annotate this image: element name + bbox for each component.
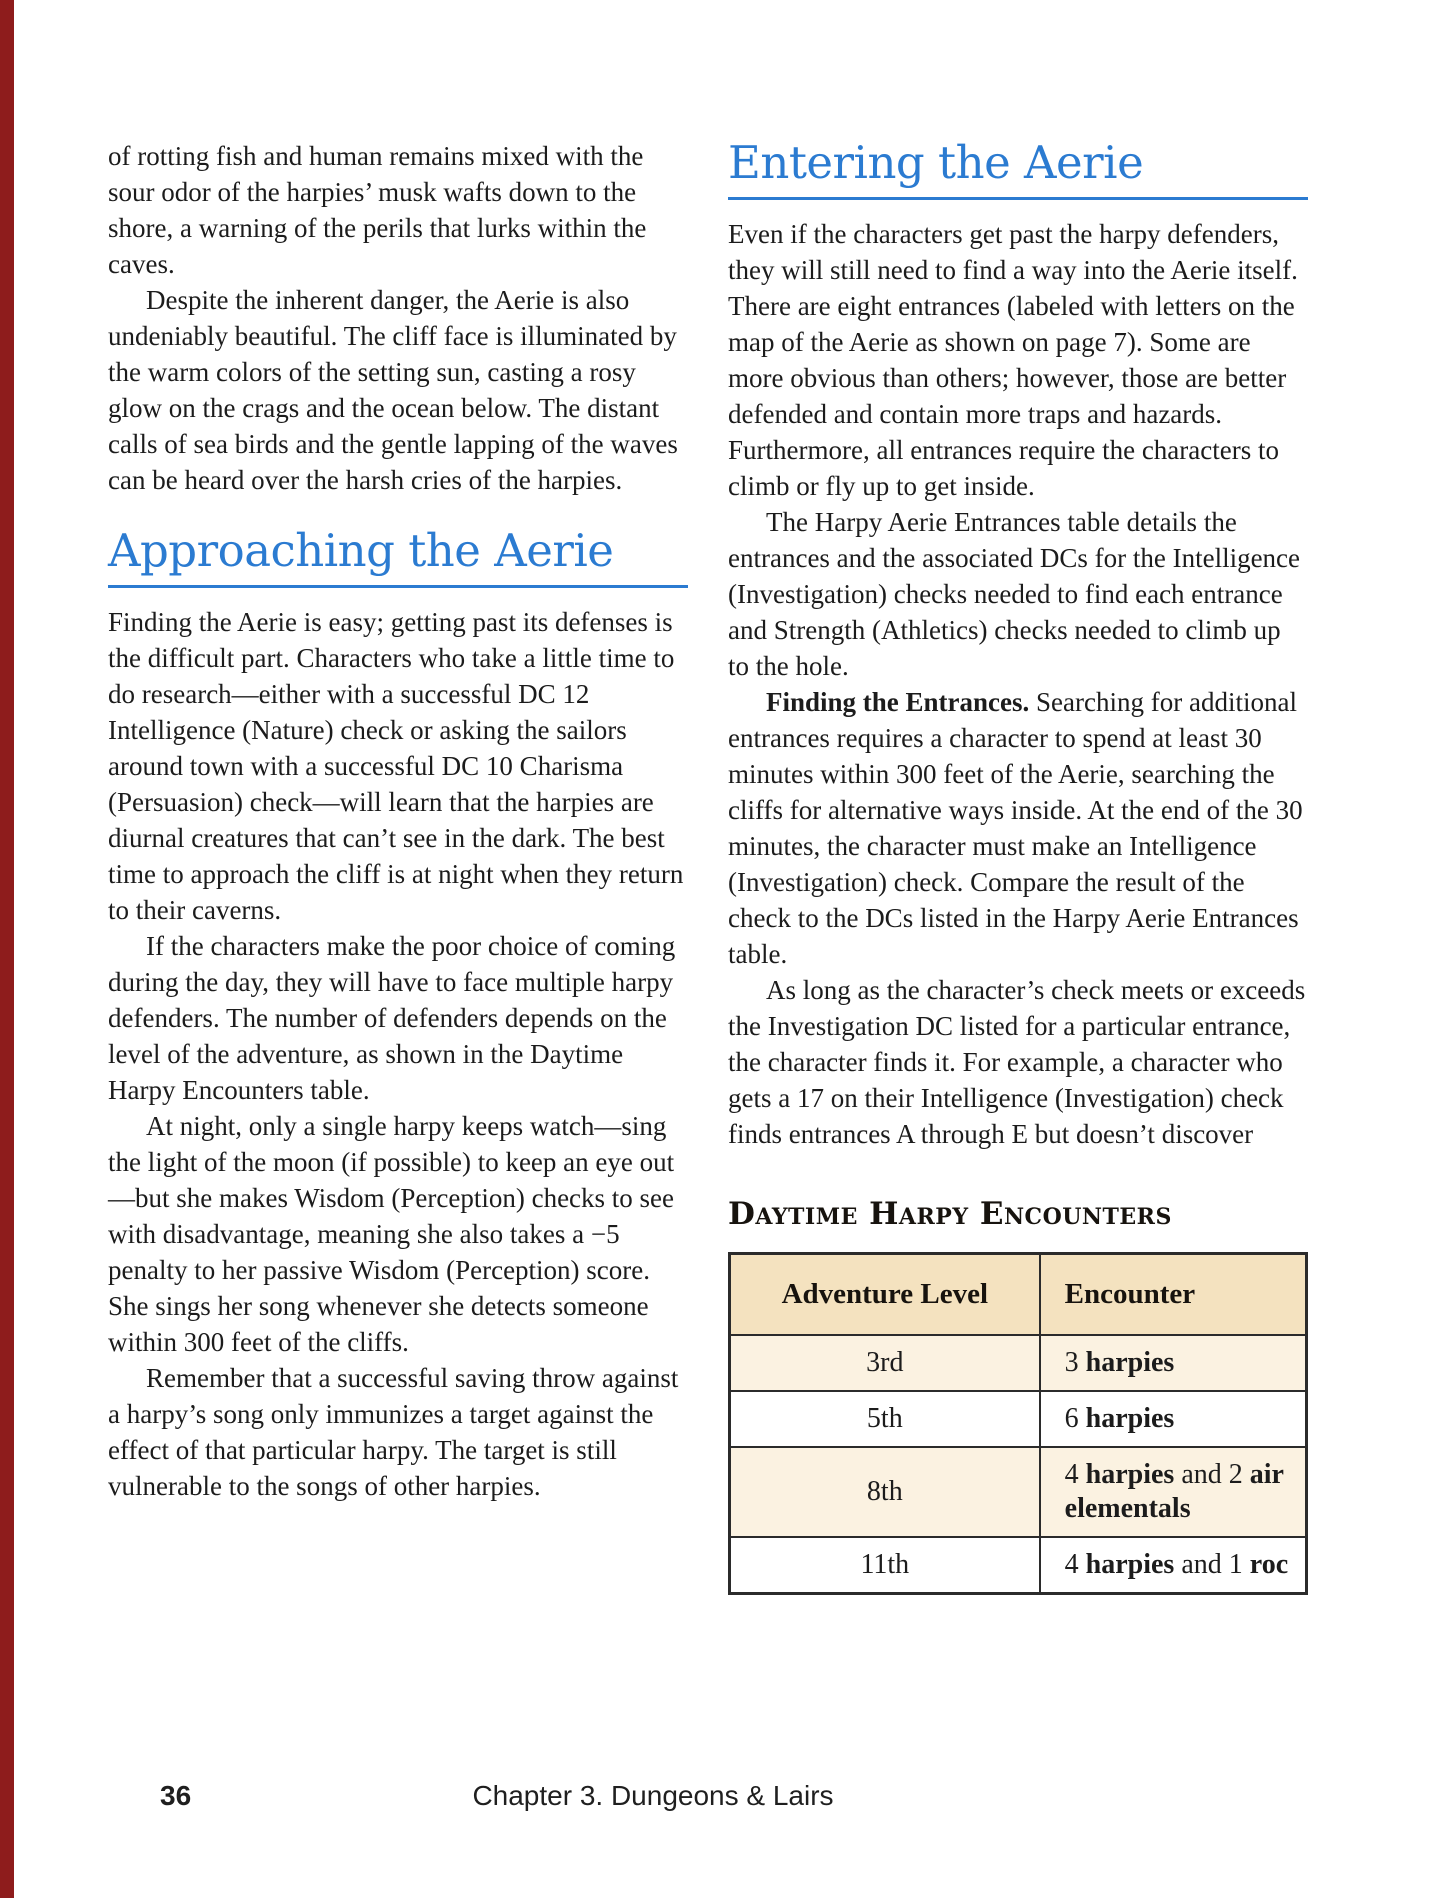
paragraph: The Harpy Aerie Entrances table details the entrances and the associated DCs for the Intelligence (Investigation) checks needed to find each entrance and Strength (Athletics) checks needed to climb up to the hole. [728, 507, 1301, 681]
paragraph: Finding the Aerie is easy; getting past its defenses is the difficult part. Characters who take a little time to do research—either with a successful DC 12 Intelligence (Nature) check or asking the sailors around town with a successful DC 10 Charisma (Persuasion) check—will learn that the harpies are diurnal creatures that can’t see in the dark. The best time to approach the cliff is at night when they return to their caverns. [108, 607, 684, 925]
page-number: 36 [160, 1780, 192, 1811]
paragraph: Despite the inherent danger, the Aerie is also undeniably beautiful. The cliff face is illuminated by the warm colors of the setting sun, casting a rosy glow on the crags and the ocean below. The distant calls of sea birds and the gentle lapping of the waves can be heard over the harsh cries of the harpies. [108, 285, 678, 495]
left-edge-accent-bar [0, 0, 14, 1898]
creature-name: harpies [1085, 1459, 1175, 1490]
table-row [730, 1447, 1307, 1537]
encounter-cell [1040, 1447, 1307, 1537]
table-row [730, 1537, 1307, 1594]
section-heading-approaching: Approaching the Aerie [108, 526, 688, 588]
encounter-cell [1040, 1537, 1307, 1594]
left-column [108, 138, 688, 1595]
right-column [728, 138, 1308, 1595]
encounter-text: 4 [1064, 1459, 1086, 1490]
paragraph: Even if the characters get past the harpy defenders, they will still need to find a way into the Aerie itself. There are eight entrances (labeled with letters on the map of the Aerie as shown on page 7). Some are more obvious than others; however, those are better defended and contain more traps and hazards. Furthermore, all entrances require the characters to climb or fly up to get inside. [728, 219, 1298, 501]
paragraph: As long as the character’s check meets or exceeds the Investigation DC listed for a particular entrance, the character finds it. For example, a character who gets a 17 on their Intelligence (Investigation) check finds entrances A through E but doesn’t discover [728, 975, 1306, 1149]
adventure-level-cell: 8th [730, 1447, 1040, 1537]
table-title: Daytime Harpy Encounters [728, 1196, 1172, 1232]
creature-name: air elementals [1064, 1459, 1284, 1524]
section-heading-entering: Entering the Aerie [728, 138, 1308, 200]
daytime-harpy-encounters-table [728, 1252, 1308, 1595]
paragraph: of rotting fish and human remains mixed with the sour odor of the harpies’ musk wafts down to the shore, a warning of the perils that lurks within the caves. [108, 141, 647, 279]
encounter-text: and 1 [1174, 1549, 1250, 1580]
footer-chapter-label: Chapter 3. Dungeons & Lairs [472, 1780, 834, 1811]
adventure-level-header: Adventure Level [730, 1254, 1040, 1336]
adventure-level-cell: 3rd [730, 1335, 1040, 1391]
creature-name: roc [1249, 1549, 1289, 1580]
encounter-text: 4 [1064, 1549, 1086, 1580]
table-header-row [730, 1254, 1307, 1336]
paragraph: If the characters make the poor choice of coming during the day, they will have to face multiple harpy defenders. The number of defenders depends on the level of the adventure, as shown in the Daytime Harpy Encounters table. [108, 931, 676, 1105]
paragraph: Remember that a successful saving throw against a harpy’s song only immunizes a target against the effect of that particular harpy. The target is still vulnerable to the songs of other harpies. [108, 1363, 679, 1501]
encounter-cell [1040, 1391, 1307, 1447]
encounter-header: Encounter [1040, 1254, 1307, 1336]
creature-name: harpies [1085, 1347, 1175, 1378]
creature-name: harpies [1085, 1549, 1175, 1580]
encounter-cell [1040, 1335, 1307, 1391]
page-footer [108, 1780, 1308, 1820]
table-row [730, 1335, 1307, 1391]
page-content [108, 138, 1308, 1595]
encounter-text: 6 [1064, 1403, 1086, 1434]
paragraph-text: Searching for additional entrances requires a character to spend at least 30 minutes within 300 feet of the Aerie, searching the cliffs for alternative ways inside. At the end of the 30 minutes, the character must make an Intelligence (Investigation) check. Compare the result of the check to the DCs listed in the Harpy Aerie Entrances table. [728, 687, 1303, 969]
creature-name: harpies [1085, 1403, 1175, 1434]
encounter-text: 3 [1064, 1347, 1086, 1378]
adventure-level-cell: 11th [730, 1537, 1040, 1594]
paragraph-lead-bold: Finding the Entrances. [766, 687, 1030, 717]
table-row [730, 1391, 1307, 1447]
encounter-text: and 2 [1174, 1459, 1250, 1490]
paragraph: At night, only a single harpy keeps watch—sing the light of the moon (if possible) to keep an eye out—but she makes Wisdom (Perception) checks to see with disadvantage, meaning she also takes a −5 penalty to her passive Wisdom (Perception) score. She sings her song whenever she detects someone within 300 feet of the cliffs. [108, 1111, 675, 1357]
encounter-table-body [730, 1335, 1307, 1594]
adventure-level-cell: 5th [730, 1391, 1040, 1447]
paragraph [728, 684, 1308, 972]
